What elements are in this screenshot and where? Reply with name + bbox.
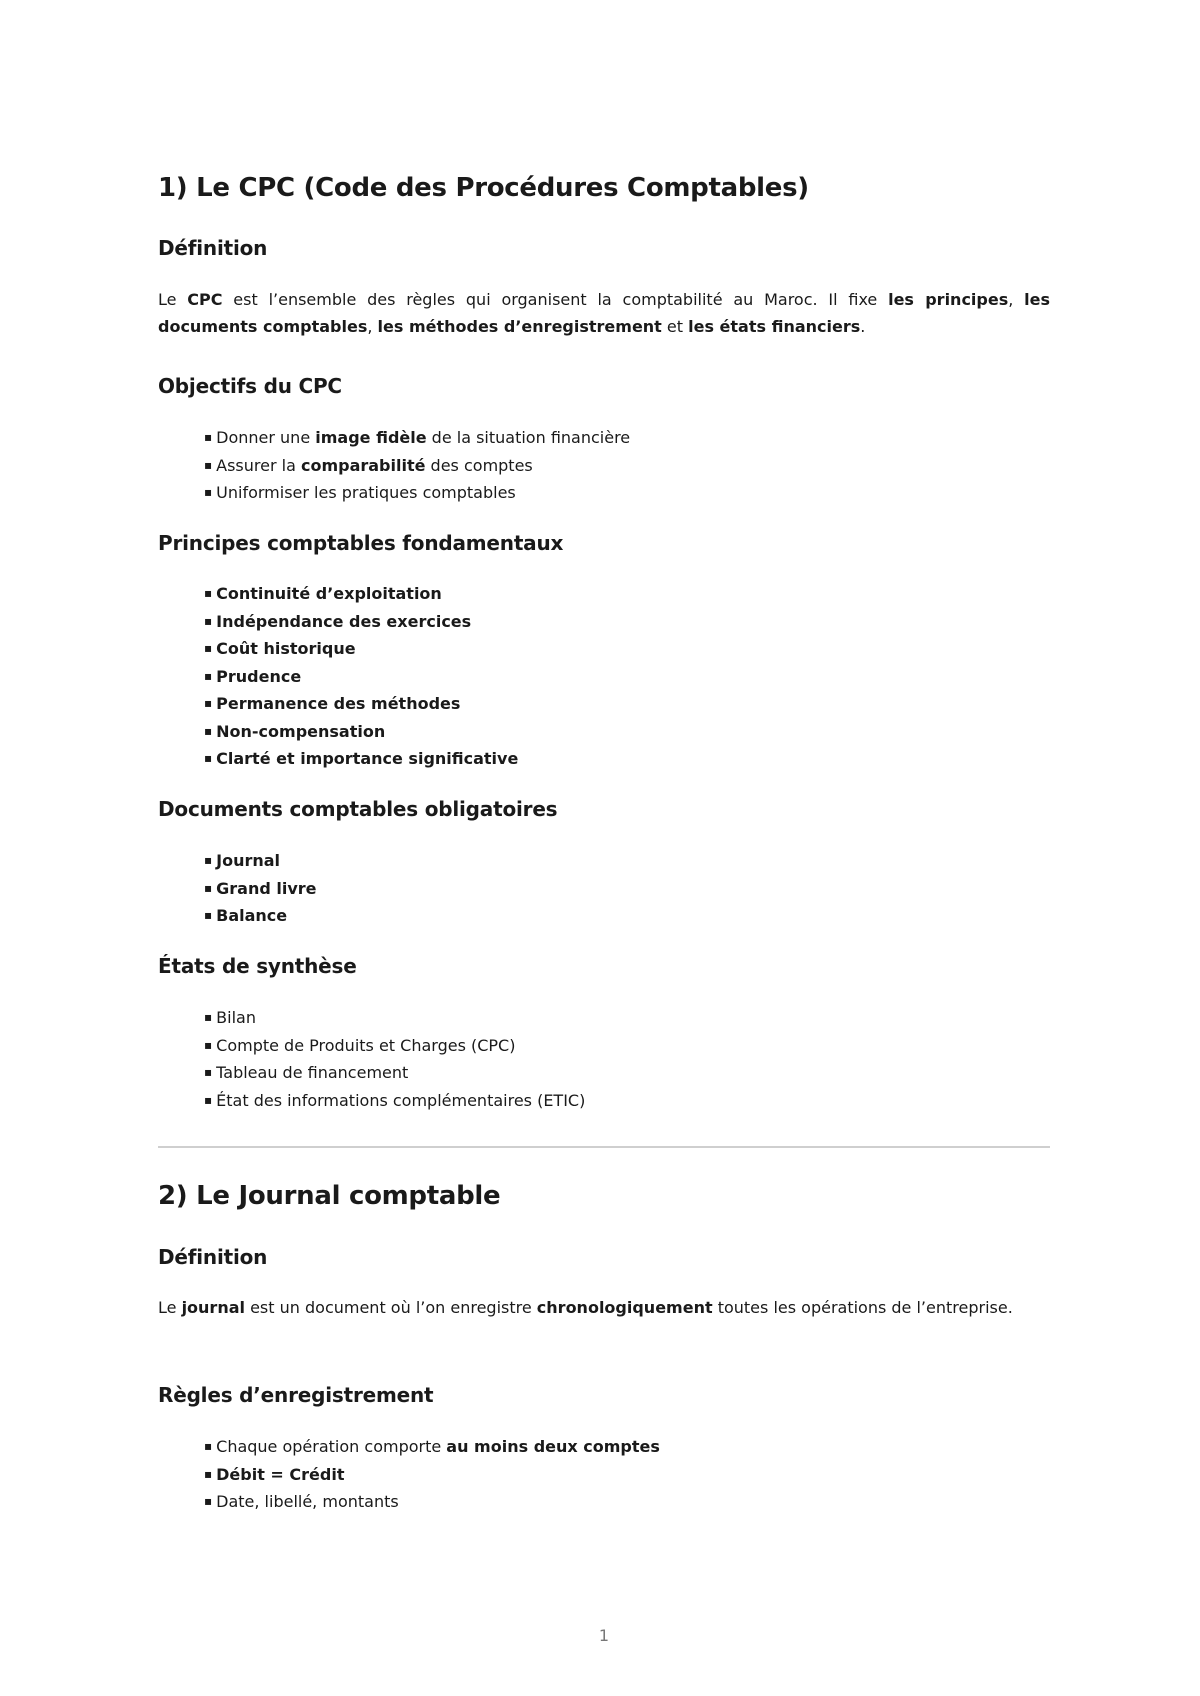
bullet-icon: ▪ bbox=[204, 613, 213, 628]
list-item: ▪ Clarté et importance significative bbox=[204, 749, 519, 768]
bullet-icon: ▪ bbox=[204, 1439, 213, 1453]
bullet-icon: ▪ bbox=[204, 853, 213, 867]
section-1-documents-heading: Documents comptables obligatoires bbox=[158, 797, 558, 821]
bullet-icon: ▪ bbox=[204, 1065, 213, 1079]
bullet-icon: ▪ bbox=[204, 430, 213, 444]
bullet-icon: ▪ bbox=[204, 908, 213, 922]
list-item: ▪ Continuité d’exploitation bbox=[204, 584, 442, 603]
list-item: ▪ Prudence bbox=[204, 666, 302, 686]
list-item: ▪ Grand livre bbox=[204, 878, 317, 898]
list-item: ▪ Date, libellé, montants bbox=[204, 1492, 399, 1511]
list-item: ▪ Chaque opération comporte au moins deux comptes bbox=[204, 1437, 660, 1456]
bullet-icon: ▪ bbox=[204, 751, 213, 765]
page-number: 1 bbox=[598, 1626, 610, 1645]
section-2-definition-heading: Définition bbox=[158, 1245, 268, 1269]
bullet-icon: ▪ bbox=[204, 641, 213, 655]
documents-list bbox=[204, 847, 317, 930]
section-divider bbox=[158, 1146, 1050, 1148]
list-item: ▪ Indépendance des exercices bbox=[204, 611, 472, 631]
bullet-icon: ▪ bbox=[204, 457, 213, 472]
list-item: ▪ Balance bbox=[204, 906, 288, 925]
section-2-definition-paragraph: Le journal est un document où l’on enregistre chronologiquement toutes les opérations de l’entreprise. bbox=[158, 1298, 1013, 1317]
list-item: ▪ Coût historique bbox=[204, 639, 356, 658]
section-1-principles-heading: Principes comptables fondamentaux bbox=[158, 531, 564, 555]
bullet-icon: ▪ bbox=[204, 668, 213, 683]
bullet-icon: ▪ bbox=[204, 696, 213, 710]
list-item: ▪ Tableau de financement bbox=[204, 1063, 409, 1082]
rules-list bbox=[204, 1433, 660, 1516]
bullet-icon: ▪ bbox=[204, 880, 213, 895]
section-2-title: 2) Le Journal comptable bbox=[158, 1181, 501, 1211]
document-page bbox=[158, 0, 1050, 1696]
section-1-objectives-heading: Objectifs du CPC bbox=[158, 374, 342, 398]
list-item: ▪ État des informations complémentaires (ETIC) bbox=[204, 1090, 586, 1110]
objectives-list bbox=[204, 424, 630, 507]
principles-list bbox=[204, 580, 518, 773]
bullet-icon: ▪ bbox=[204, 1010, 213, 1024]
bullet-icon: ▪ bbox=[204, 1466, 213, 1481]
list-item: ▪ Donner une image fidèle de la situation financière bbox=[204, 428, 631, 447]
list-item: ▪ Permanence des méthodes bbox=[204, 694, 461, 713]
statements-list bbox=[204, 1004, 585, 1114]
bullet-icon: ▪ bbox=[204, 485, 213, 499]
list-item: ▪ Uniformiser les pratiques comptables bbox=[204, 483, 516, 502]
bullet-icon: ▪ bbox=[204, 586, 213, 600]
section-1-statements-heading: États de synthèse bbox=[158, 954, 357, 978]
list-item: ▪ Compte de Produits et Charges (CPC) bbox=[204, 1035, 516, 1055]
list-item: ▪ Non-compensation bbox=[204, 721, 386, 741]
section-1-title: 1) Le CPC (Code des Procédures Comptables) bbox=[158, 173, 809, 203]
list-item: ▪ Bilan bbox=[204, 1008, 256, 1027]
section-2-rules-heading: Règles d’enregistrement bbox=[158, 1383, 434, 1407]
bullet-icon: ▪ bbox=[204, 723, 213, 738]
bullet-icon: ▪ bbox=[204, 1037, 213, 1052]
bullet-icon: ▪ bbox=[204, 1494, 213, 1508]
bullet-icon: ▪ bbox=[204, 1092, 213, 1107]
list-item: ▪ Journal bbox=[204, 851, 281, 870]
section-1-definition-paragraph: Le CPC est l’ensemble des règles qui organisent la comptabilité au Maroc. Il fixe les principes, les documents comptables, les méthodes d’enregistrement et les états financiers. bbox=[158, 290, 1050, 336]
list-item: ▪ Assurer la comparabilité des comptes bbox=[204, 455, 533, 475]
section-1-definition-heading: Définition bbox=[158, 236, 268, 260]
list-item: ▪ Débit = Crédit bbox=[204, 1464, 345, 1484]
